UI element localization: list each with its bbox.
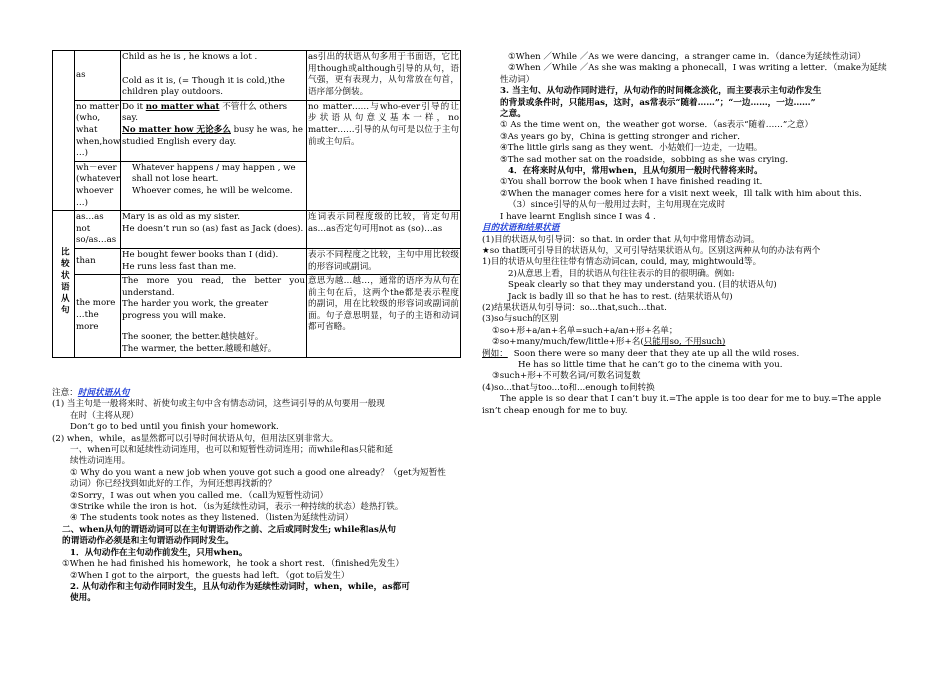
table-example: He bought fewer books than I (did). He runs less fast than me. bbox=[121, 248, 307, 274]
table-note: no matter……与who-ever引导的让步状语从句意义基本一样，no matter……引导的从句可是以位于主句前或主句后。 bbox=[307, 100, 461, 210]
table-sub-no-matter: no matter (who, what when,how …) bbox=[75, 100, 121, 161]
table-sub-the-more: the more …the more bbox=[75, 275, 121, 358]
table-example: Child as he is , he knows a lot . Cold as it is, (= Though it is cold,)the children play outdoors. bbox=[121, 51, 307, 101]
table-note: 连词表示同程度级的比较，肯定句用as…as否定句可用not as (so)…as bbox=[307, 211, 461, 249]
time-clause-heading: 时间状语从句 bbox=[77, 388, 130, 398]
table-example: Whatever happens / may happen , we shall not lose heart. Whoever comes, he will be welcome. bbox=[121, 161, 307, 210]
left-notes: 注意：时间状语从句 (1) 当主句是一般将来时、祈使句或主句中含有情态动词，这些词引导的从句要用一般现 在时（主将从现） Don’t go to bed until you finish your homework. (2) when，while，as显然都可以引导时间状语从句，但用法区别非常大。 一、when可以和延续性动词连用，也可以和短暂性动词连用；而while和as只能和延 续性动词连用。 ① Why do you want a new job when youve got such a good one already？（get为短暂性 动词）你已经找到如此好的工作，为何还想再找新的？ ②Sorry，I was out when you called me．（call为短暂性动词） ③Strike while the iron is hot．（is为延续性动词，表示一种持续的状态）趁热打铁。 ④ The students took notes as they listened．（listen为延续性动词） 二、when从句的谓语动词可以在主句谓语动作之前、之后或同时发生; while和as从句 的谓语动作必须是和主句谓语动作同时发生。 1．从句动作在主句动作前发生，只用when。 ①When he had finished his homework，he took a short rest．（finished先发生） ②When I got to the airport，the guests had left．（got to后发生） 2. 从句动作和主句动作同时发生，且从句动作为延续性动词时，when，while，as都可 使用。 bbox=[52, 388, 446, 604]
table-category: 比较状语从句 bbox=[53, 211, 75, 358]
table-note: 表示不同程度之比较，主句中用比较级的形容词或副词。 bbox=[307, 248, 461, 274]
right-column: ①When ／While ／As we were dancing，a stranger came in．（dance为延续性动词） ②When ／While ／As she was making a phonecall，I was writing a letter．（make为延续 性动词） 3. 当主句、从句动作同时进行，从句动作的时间概念淡化，而主要表示主句动作发生 的背景或条件时，只能用as，这时，as常表示“随着……”；“一边……，一边……” 之意。 ① As the time went on，the weather got worse．（as表示“随着……”之意） ③As years go by，China is getting stronger and richer． ④The little girls sang as they went．小姑娘们一边走，一边唱。 ⑤The sad mother sat on the roadside，sobbing as she was crying． 4．在将来时从句中，常用when，且从句须用一般时代替将来时。 ①You shall borrow the book when I have finished reading it． ②When the manager comes here for a visit next week，Ill talk with him about this． （3）since引导的从句一般用过去时，主句用现在完成时 I have learnt English since I was 4 . 目的状语和结果状语 (1)目的状语从句引导词：so that. in order that 从句中常用情态动词。 ★so that既可引导目的状语从句，又可引导结果状语从句。区别这两种从句的办法有两个 1)目的状语从句里往往带有情态动词can, could, may, mightwould等。 2)从意思上看，目的状语从句往往表示的目的很明确。例如: Speak clearly so that they may understand you. (目的状语从句) Jack is badly ill so that he has to rest. (结果状语从句) (2)结果状语从句引导词：so...that,such...that. (3)so与such的区别 ①so+形+a/an+名单=such+a/an+形+名单； ②so+many/much/few/little+形+名(只能用so, 不用such) 例如： Soon there were so many deer that they ate up all the wild roses. He has so little time that he can’t go to the cinema with you. ③such+形+不可数名词/可数名词复数 (4)so...that与too...to和...enough to间转换 The apple is so dear that I can’t buy it.=The apple is too dear for me to buy.=The apple isn’t cheap enough for me to buy. bbox=[482, 52, 904, 417]
comparison-clause-table bbox=[52, 50, 461, 358]
purpose-result-heading: 目的状语和结果状语 bbox=[482, 223, 560, 234]
table-sub-as: as bbox=[75, 51, 121, 101]
table-sub-than: than bbox=[75, 248, 121, 274]
table-example: The more you read, the better you understand. The harder you work, the greater progress you will make. The sooner, the better.越快越好。 The warmer, the better.越暖和越好。 bbox=[121, 275, 307, 358]
table-note: 意思为越…越…，通常的语序为从句在前主句在后，这两个the都是表示程度的副词，用在比较级的形容词或副词前面。句子意思明显，句子的主语和动词都可省略。 bbox=[307, 275, 461, 358]
table-example: Mary is as old as my sister. He doesn’t run so (as) fast as Jack (does). bbox=[121, 211, 307, 249]
table-sub-wh-ever: wh－ever (whatever whoever …) bbox=[75, 161, 121, 210]
table-example: Do it no matter what 不管什么 others say. No matter how 无论多么 busy he was, he studied English every day. bbox=[121, 100, 307, 161]
table-note: as引出的状语从句多用于书面语，它比用though或although引导的从句，语气强，更有表现力，从句常放在句首，语序部分倒装。 bbox=[307, 51, 461, 101]
table-category-empty bbox=[53, 51, 75, 211]
table-sub-as-as: as…as not so/as…as bbox=[75, 211, 121, 249]
